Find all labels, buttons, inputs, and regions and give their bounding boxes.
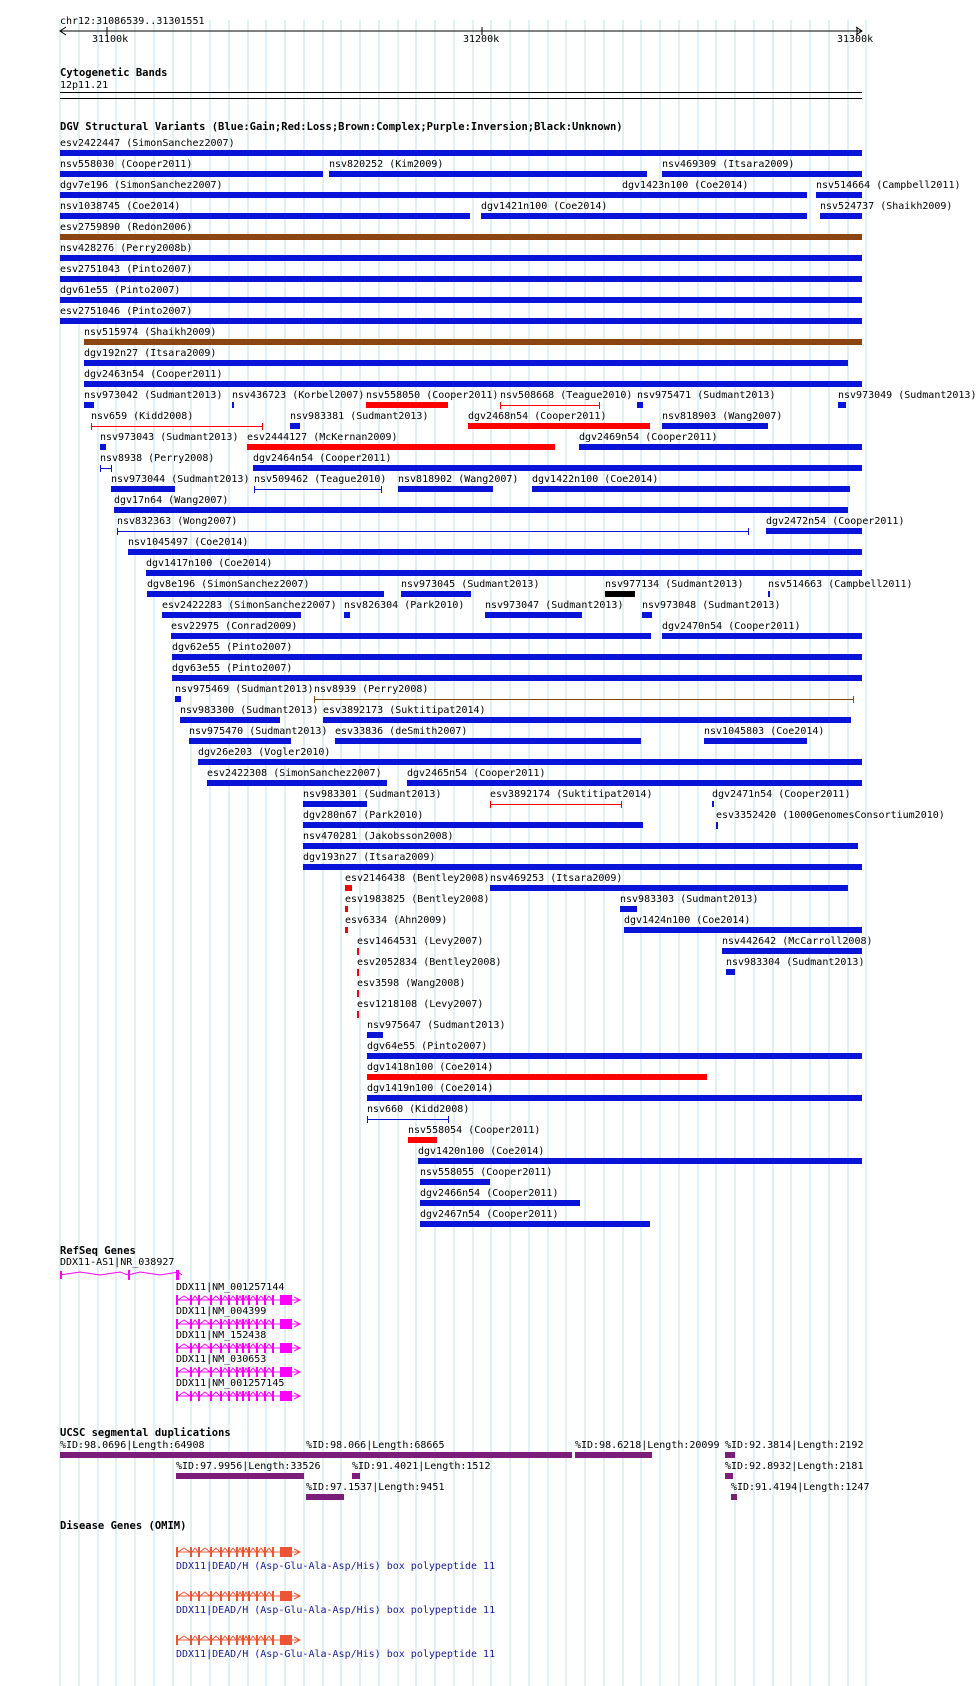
dgv-feature-endcap (91, 423, 92, 430)
dgv-feature-bar[interactable] (490, 885, 848, 891)
segdup-label[interactable]: %ID:91.4021|Length:1512 (352, 1461, 491, 1472)
dgv-feature-bar[interactable] (367, 1032, 383, 1038)
dgv-feature-endcap (448, 1116, 449, 1123)
dgv-feature-bar[interactable] (111, 486, 175, 492)
dgv-feature-bar[interactable] (420, 1179, 490, 1185)
dgv-feature-bar[interactable] (662, 423, 768, 429)
segdup-bar[interactable] (306, 1494, 344, 1500)
dgv-feature-label[interactable]: nsv558054 (Cooper2011) (408, 1125, 541, 1136)
dgv-feature-label[interactable]: nsv660 (Kidd2008) (367, 1104, 470, 1115)
dgv-feature-label[interactable]: dgv1421n100 (Coe2014) (481, 201, 608, 212)
dgv-feature-label[interactable]: nsv436723 (Korbel2007) (232, 390, 365, 401)
dgv-feature-bar[interactable] (60, 171, 323, 177)
dgv-feature-bar[interactable] (768, 591, 770, 597)
dgv-feature-label[interactable]: nsv983381 (Sudmant2013) (290, 411, 429, 422)
dgv-feature-bar[interactable] (253, 465, 862, 471)
dgv-feature-label[interactable]: dgv192n27 (Itsara2009) (84, 348, 217, 359)
refseq-gene-label[interactable]: DDX11|NM_001257145 (176, 1378, 285, 1389)
dgv-feature-label[interactable]: nsv973045 (Sudmant2013) (401, 579, 540, 590)
dgv-feature-line[interactable] (314, 699, 854, 700)
segdup-label[interactable]: %ID:97.9956|Length:33526 (176, 1461, 321, 1472)
scale-ruler (0, 20, 890, 50)
dgv-feature-endcap (358, 948, 359, 955)
refseq-gene-label[interactable]: DDX11|NM_004399 (176, 1306, 267, 1317)
dgv-feature-label[interactable]: dgv7e196 (SimonSanchez2007) (60, 180, 223, 191)
dgv-feature-bar[interactable] (766, 528, 862, 534)
dgv-feature-label[interactable]: esv1464531 (Levy2007) (357, 936, 484, 947)
dgv-feature-endcap (748, 528, 749, 535)
dgv-feature-bar[interactable] (532, 486, 850, 492)
dgv-feature-label[interactable]: dgv1424n100 (Coe2014) (624, 915, 751, 926)
dgv-feature-bar[interactable] (345, 885, 352, 891)
dgv-feature-bar[interactable] (189, 738, 291, 744)
segdup-label[interactable]: %ID:92.3814|Length:2192 (725, 1440, 864, 1451)
dgv-feature-bar[interactable] (485, 612, 582, 618)
dgv-feature-bar[interactable] (171, 633, 651, 639)
dgv-feature-bar[interactable] (408, 1137, 437, 1143)
dgv-feature-bar[interactable] (60, 234, 862, 240)
dgv-feature-endcap (717, 822, 718, 829)
dgv-feature-line[interactable] (91, 426, 263, 427)
refseq-gene-model[interactable] (176, 1365, 306, 1379)
dgv-feature-label[interactable]: nsv975469 (Sudmant2013) (175, 684, 314, 695)
dgv-feature-bar[interactable] (398, 486, 493, 492)
dgv-feature-bar[interactable] (605, 591, 635, 597)
dgv-feature-label[interactable]: nsv524737 (Shaikh2009) (820, 201, 953, 212)
dgv-feature-bar[interactable] (366, 402, 448, 408)
dgv-feature-bar[interactable] (407, 780, 862, 786)
dgv-feature-label[interactable]: esv33836 (deSmith2007) (335, 726, 468, 737)
dgv-feature-line[interactable] (500, 405, 600, 406)
dgv-feature-label[interactable]: esv2751046 (Pinto2007) (60, 306, 193, 317)
omim-gene-label[interactable]: DDX11|DEAD/H (Asp-Glu-Ala-Asp/His) box polypeptide 11 (176, 1561, 496, 1572)
track-title-refseq[interactable]: RefSeq Genes (60, 1245, 136, 1257)
dgv-feature-label[interactable]: dgv61e55 (Pinto2007) (60, 285, 181, 296)
segdup-bar[interactable] (725, 1452, 735, 1458)
dgv-feature-bar[interactable] (172, 675, 862, 681)
dgv-feature-label[interactable]: dgv2470n54 (Cooper2011) (662, 621, 801, 632)
dgv-feature-label[interactable]: nsv973049 (Sudmant2013) (838, 390, 976, 401)
dgv-feature-label[interactable]: nsv975647 (Sudmant2013) (367, 1020, 506, 1031)
dgv-feature-label[interactable]: nsv515974 (Shaikh2009) (84, 327, 217, 338)
dgv-feature-label[interactable]: dgv2469n54 (Cooper2011) (579, 432, 718, 443)
cytoband-label: 12p11.21 (60, 80, 109, 91)
refseq-gene-model[interactable] (176, 1389, 306, 1403)
dgv-feature-label[interactable]: dgv1418n100 (Coe2014) (367, 1062, 494, 1073)
segdup-label[interactable]: %ID:92.8932|Length:2181 (725, 1461, 864, 1472)
dgv-feature-bar[interactable] (172, 654, 862, 660)
dgv-feature-label[interactable]: dgv17n64 (Wang2007) (114, 495, 229, 506)
dgv-feature-bar[interactable] (481, 213, 807, 219)
ruler-tick-label: 31300k (837, 34, 874, 45)
dgv-feature-bar[interactable] (838, 402, 846, 408)
dgv-feature-label[interactable]: esv6334 (Ahn2009) (345, 915, 448, 926)
dgv-feature-bar[interactable] (303, 822, 643, 828)
dgv-feature-label[interactable]: dgv62e55 (Pinto2007) (172, 642, 293, 653)
dgv-feature-bar[interactable] (303, 864, 862, 870)
omim-gene-model[interactable] (176, 1633, 306, 1647)
dgv-feature-bar[interactable] (84, 402, 94, 408)
dgv-feature-label[interactable]: nsv558050 (Cooper2011) (366, 390, 499, 401)
dgv-feature-label[interactable]: esv3352420 (1000GenomesConsortium2010) (716, 810, 945, 821)
dgv-feature-bar[interactable] (329, 171, 647, 177)
dgv-feature-label[interactable]: nsv8938 (Perry2008) (100, 453, 215, 464)
dgv-feature-endcap (117, 528, 118, 535)
dgv-feature-label[interactable]: dgv2464n54 (Cooper2011) (253, 453, 392, 464)
omim-gene-label[interactable]: DDX11|DEAD/H (Asp-Glu-Ala-Asp/His) box polypeptide 11 (176, 1605, 496, 1616)
dgv-feature-label[interactable]: nsv470281 (Jakobsson2008) (303, 831, 454, 842)
dgv-feature-bar[interactable] (146, 570, 862, 576)
dgv-feature-label[interactable]: dgv2466n54 (Cooper2011) (420, 1188, 559, 1199)
segdup-label[interactable]: %ID:98.066|Length:68665 (306, 1440, 445, 1451)
segdup-bar[interactable] (725, 1473, 733, 1479)
dgv-feature-label[interactable]: esv22975 (Conrad2009) (171, 621, 298, 632)
dgv-feature-bar[interactable] (60, 150, 862, 156)
segdup-label[interactable]: %ID:97.1537|Length:9451 (306, 1482, 445, 1493)
dgv-feature-endcap (490, 801, 491, 808)
dgv-feature-bar[interactable] (345, 927, 348, 933)
track-title-omim[interactable]: Disease Genes (OMIM) (60, 1520, 187, 1532)
dgv-feature-label[interactable]: dgv193n27 (Itsara2009) (303, 852, 436, 863)
dgv-feature-endcap (314, 696, 315, 703)
cytoband-ideogram-line (60, 92, 862, 93)
dgv-feature-label[interactable]: dgv2472n54 (Cooper2011) (766, 516, 905, 527)
dgv-feature-label[interactable]: nsv973042 (Sudmant2013) (84, 390, 223, 401)
dgv-feature-label[interactable]: dgv2471n54 (Cooper2011) (712, 789, 851, 800)
dgv-feature-bar[interactable] (579, 444, 862, 450)
dgv-feature-line[interactable] (117, 531, 749, 532)
dgv-feature-bar[interactable] (637, 402, 643, 408)
dgv-feature-label[interactable]: esv2422308 (SimonSanchez2007) (207, 768, 382, 779)
dgv-feature-endcap (358, 990, 359, 997)
dgv-feature-endcap (621, 801, 622, 808)
dgv-feature-label[interactable]: dgv2465n54 (Cooper2011) (407, 768, 546, 779)
dgv-feature-bar[interactable] (468, 423, 650, 429)
dgv-feature-label[interactable]: nsv975470 (Sudmant2013) (189, 726, 328, 737)
dgv-feature-label[interactable]: nsv428276 (Perry2008b) (60, 243, 193, 254)
dgv-feature-label[interactable]: esv3598 (Wang2008) (357, 978, 466, 989)
dgv-feature-label[interactable]: nsv659 (Kidd2008) (91, 411, 194, 422)
dgv-feature-bar[interactable] (232, 402, 234, 408)
dgv-feature-label[interactable]: esv2759890 (Redon2006) (60, 222, 193, 233)
dgv-feature-label[interactable]: nsv558030 (Cooper2011) (60, 159, 193, 170)
segdup-bar[interactable] (731, 1494, 737, 1500)
dgv-feature-label[interactable]: nsv973047 (Sudmant2013) (485, 600, 624, 611)
dgv-feature-bar[interactable] (820, 213, 862, 219)
dgv-feature-label[interactable]: dgv64e55 (Pinto2007) (367, 1041, 488, 1052)
dgv-feature-bar[interactable] (60, 276, 862, 282)
dgv-feature-label[interactable]: esv2052834 (Bentley2008) (357, 957, 502, 968)
dgv-feature-bar[interactable] (84, 381, 862, 387)
segdup-label[interactable]: %ID:98.0696|Length:64908 (60, 1440, 205, 1451)
dgv-feature-bar[interactable] (367, 1095, 862, 1101)
dgv-feature-label[interactable]: esv1983825 (Bentley2008) (345, 894, 490, 905)
dgv-feature-bar[interactable] (84, 360, 848, 366)
dgv-feature-label[interactable]: nsv1038745 (Coe2014) (60, 201, 181, 212)
refseq-gene-model[interactable] (176, 1341, 306, 1355)
dgv-feature-label[interactable]: nsv818902 (Wang2007) (398, 474, 519, 485)
dgv-feature-bar[interactable] (60, 213, 470, 219)
dgv-feature-endcap (262, 423, 263, 430)
omim-gene-model[interactable] (176, 1589, 306, 1603)
segdup-bar[interactable] (60, 1452, 306, 1458)
refseq-gene-label[interactable]: DDX11-AS1|NR_038927 (60, 1257, 175, 1268)
dgv-feature-label[interactable]: esv2444127 (McKernan2009) (247, 432, 398, 443)
cytoband-ideogram-line (60, 98, 862, 99)
segdup-bar[interactable] (352, 1473, 360, 1479)
position-label: chr12:31086539..31301551 (60, 16, 205, 27)
dgv-feature-bar[interactable] (642, 612, 652, 618)
segdup-bar[interactable] (575, 1452, 652, 1458)
dgv-feature-label[interactable]: nsv8939 (Perry2008) (314, 684, 429, 695)
ruler-tick-label: 31200k (463, 34, 500, 45)
dgv-feature-label[interactable]: dgv2463n54 (Cooper2011) (84, 369, 223, 380)
dgv-feature-label[interactable]: nsv973043 (Sudmant2013) (100, 432, 239, 443)
dgv-feature-bar[interactable] (344, 612, 350, 618)
dgv-feature-bar[interactable] (662, 633, 862, 639)
dgv-feature-label[interactable]: nsv820252 (Kim2009) (329, 159, 444, 170)
dgv-feature-label[interactable]: nsv1045803 (Coe2014) (704, 726, 825, 737)
dgv-feature-bar[interactable] (624, 927, 862, 933)
dgv-feature-bar[interactable] (418, 1158, 862, 1164)
dgv-feature-label[interactable]: dgv8e196 (SimonSanchez2007) (147, 579, 310, 590)
dgv-feature-label[interactable]: nsv973044 (Sudmant2013) (111, 474, 250, 485)
refseq-gene-label[interactable]: DDX11|NM_030653 (176, 1354, 267, 1365)
dgv-feature-bar[interactable] (712, 801, 714, 807)
dgv-feature-label[interactable]: nsv558055 (Cooper2011) (420, 1167, 553, 1178)
dgv-feature-endcap (853, 696, 854, 703)
dgv-feature-endcap (254, 486, 255, 493)
track-title-dgv[interactable]: DGV Structural Variants (Blue:Gain;Red:Loss;Brown:Complex;Purple:Inversion;Black:Unknown) (60, 121, 623, 133)
dgv-feature-label[interactable]: dgv2467n54 (Cooper2011) (420, 1209, 559, 1220)
dgv-feature-bar[interactable] (60, 297, 862, 303)
segdup-bar[interactable] (176, 1473, 304, 1479)
dgv-feature-label[interactable]: nsv1045497 (Coe2014) (128, 537, 249, 548)
dgv-feature-label[interactable]: nsv469309 (Itsara2009) (662, 159, 795, 170)
dgv-feature-label[interactable]: nsv983300 (Sudmant2013) (180, 705, 319, 716)
segdup-bar[interactable] (306, 1452, 572, 1458)
dgv-feature-label[interactable]: dgv280n67 (Park2010) (303, 810, 424, 821)
dgv-feature-line[interactable] (254, 489, 382, 490)
dgv-feature-bar[interactable] (198, 759, 862, 765)
dgv-feature-label[interactable]: dgv63e55 (Pinto2007) (172, 663, 293, 674)
dgv-feature-bar[interactable] (207, 780, 387, 786)
dgv-feature-endcap (500, 402, 501, 409)
dgv-feature-bar[interactable] (114, 507, 848, 513)
segdup-label[interactable]: %ID:91.4194|Length:1247 (731, 1482, 870, 1493)
dgv-feature-bar[interactable] (128, 549, 862, 555)
dgv-feature-label[interactable]: dgv2468n54 (Cooper2011) (468, 411, 607, 422)
refseq-gene-label[interactable]: DDX11|NM_001257144 (176, 1282, 285, 1293)
dgv-feature-label[interactable]: nsv818903 (Wang2007) (662, 411, 783, 422)
refseq-gene-model[interactable] (176, 1293, 306, 1307)
dgv-feature-endcap (599, 402, 600, 409)
dgv-feature-label[interactable]: nsv973048 (Sudmant2013) (642, 600, 781, 611)
dgv-feature-bar[interactable] (290, 423, 300, 429)
omim-gene-label[interactable]: DDX11|DEAD/H (Asp-Glu-Ala-Asp/His) box polypeptide 11 (176, 1649, 496, 1660)
dgv-feature-label[interactable]: esv2751043 (Pinto2007) (60, 264, 193, 275)
refseq-gene-label[interactable]: DDX11|NM_152438 (176, 1330, 267, 1341)
dgv-feature-label[interactable]: nsv514664 (Campbell2011) (816, 180, 961, 191)
segdup-label[interactable]: %ID:98.6218|Length:20099 (575, 1440, 720, 1451)
dgv-feature-bar[interactable] (816, 192, 862, 198)
dgv-feature-label[interactable]: dgv1420n100 (Coe2014) (418, 1146, 545, 1157)
dgv-feature-endcap (358, 1011, 359, 1018)
dgv-feature-label[interactable]: nsv983301 (Sudmant2013) (303, 789, 442, 800)
dgv-feature-label[interactable]: nsv826304 (Park2010) (344, 600, 465, 611)
dgv-feature-label[interactable]: nsv975471 (Sudmant2013) (637, 390, 776, 401)
dgv-feature-bar[interactable] (662, 171, 862, 177)
dgv-feature-bar[interactable] (60, 318, 862, 324)
dgv-feature-label[interactable]: dgv1419n100 (Coe2014) (367, 1083, 494, 1094)
omim-gene-model[interactable] (176, 1545, 306, 1559)
dgv-feature-label[interactable]: dgv26e203 (Vogler2010) (198, 747, 331, 758)
dgv-feature-bar[interactable] (247, 444, 555, 450)
dgv-feature-endcap (100, 465, 101, 472)
dgv-feature-endcap (381, 486, 382, 493)
dgv-feature-endcap (111, 465, 112, 472)
dgv-feature-label[interactable]: nsv977134 (Sudmant2013) (605, 579, 744, 590)
dgv-feature-label[interactable]: nsv442642 (McCarroll2008) (722, 936, 873, 947)
dgv-feature-line[interactable] (367, 1119, 449, 1120)
dgv-feature-bar[interactable] (722, 948, 862, 954)
dgv-feature-bar[interactable] (622, 192, 807, 198)
dgv-feature-bar[interactable] (345, 906, 348, 912)
dgv-feature-label[interactable]: dgv1422n100 (Coe2014) (532, 474, 659, 485)
dgv-feature-bar[interactable] (162, 612, 301, 618)
dgv-feature-bar[interactable] (367, 1053, 862, 1059)
dgv-feature-label[interactable]: dgv1417n100 (Coe2014) (146, 558, 273, 569)
dgv-feature-bar[interactable] (726, 969, 735, 975)
dgv-feature-label[interactable]: esv1218108 (Levy2007) (357, 999, 484, 1010)
dgv-feature-bar[interactable] (323, 717, 851, 723)
dgv-feature-label[interactable]: dgv1423n100 (Coe2014) (622, 180, 749, 191)
dgv-feature-bar[interactable] (367, 1074, 707, 1080)
dgv-feature-bar[interactable] (100, 444, 106, 450)
ruler-tick-label: 31100k (92, 34, 129, 45)
dgv-feature-bar[interactable] (175, 696, 181, 702)
dgv-feature-line[interactable] (490, 804, 622, 805)
dgv-feature-bar[interactable] (420, 1200, 580, 1206)
dgv-feature-bar[interactable] (401, 591, 471, 597)
dgv-feature-endcap (367, 1116, 368, 1123)
dgv-feature-bar[interactable] (60, 255, 862, 261)
dgv-feature-label[interactable]: nsv983303 (Sudmant2013) (620, 894, 759, 905)
dgv-feature-bar[interactable] (704, 738, 807, 744)
dgv-feature-label[interactable]: nsv508668 (Teague2010) (500, 390, 633, 401)
dgv-feature-bar[interactable] (84, 339, 862, 345)
dgv-feature-endcap (358, 969, 359, 976)
dgv-feature-label[interactable]: nsv469253 (Itsara2009) (490, 873, 623, 884)
dgv-feature-bar[interactable] (60, 192, 622, 198)
dgv-feature-bar[interactable] (147, 591, 384, 597)
refseq-gene-model[interactable] (176, 1317, 306, 1331)
dgv-feature-label[interactable]: nsv832363 (Wong2007) (117, 516, 238, 527)
dgv-feature-bar[interactable] (420, 1221, 650, 1227)
dgv-feature-label[interactable]: esv3892173 (Suktitipat2014) (323, 705, 486, 716)
dgv-feature-bar[interactable] (303, 801, 367, 807)
dgv-feature-bar[interactable] (335, 738, 641, 744)
dgv-feature-label[interactable]: nsv514663 (Campbell2011) (768, 579, 913, 590)
dgv-feature-label[interactable]: esv2146438 (Bentley2008) (345, 873, 490, 884)
track-title-segdup[interactable]: UCSC segmental duplications (60, 1427, 231, 1439)
dgv-feature-label[interactable]: nsv983304 (Sudmant2013) (726, 957, 865, 968)
track-title-cytoband[interactable]: Cytogenetic Bands (60, 67, 168, 79)
dgv-feature-bar[interactable] (303, 843, 858, 849)
dgv-feature-label[interactable]: esv2422447 (SimonSanchez2007) (60, 138, 235, 149)
refseq-gene-model[interactable] (60, 1268, 200, 1282)
dgv-feature-label[interactable]: esv2422283 (SimonSanchez2007) (162, 600, 337, 611)
dgv-feature-bar[interactable] (620, 906, 637, 912)
dgv-feature-bar[interactable] (180, 717, 280, 723)
dgv-feature-label[interactable]: nsv509462 (Teague2010) (254, 474, 387, 485)
dgv-feature-label[interactable]: esv3892174 (Suktitipat2014) (490, 789, 653, 800)
